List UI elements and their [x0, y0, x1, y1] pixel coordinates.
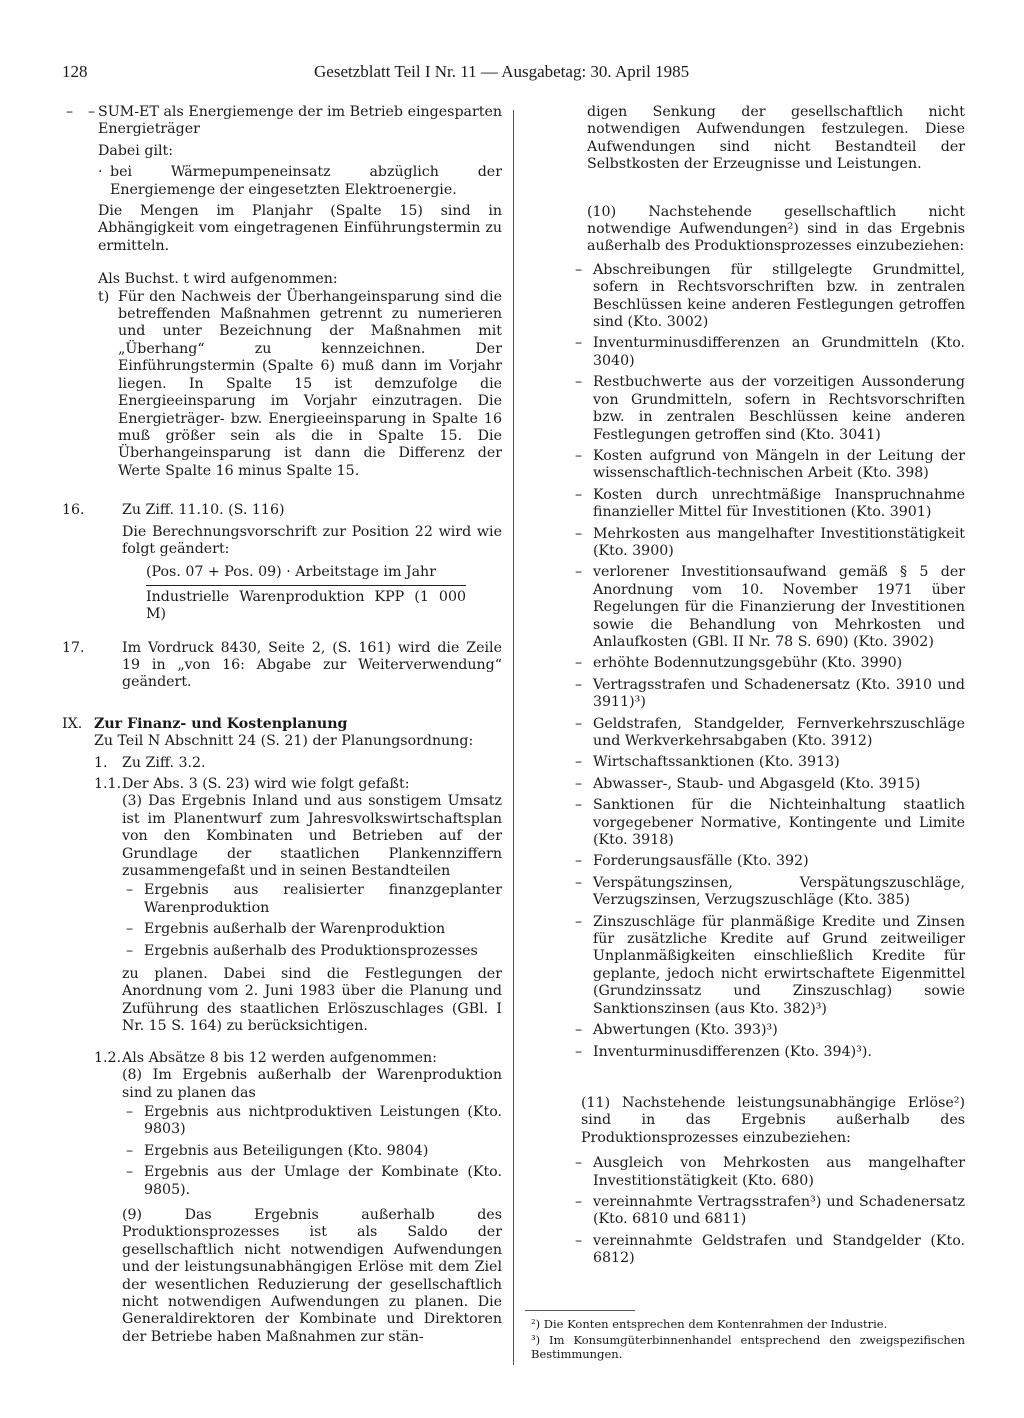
- abs10-item-18-text: Inventurminusdifferenzen (Kto. 394)³).: [593, 1043, 872, 1060]
- abs10-item-6-text: Mehrkosten aus mangelhafter Investitionstätigkeit (Kto. 3900): [593, 525, 965, 559]
- abs8-item-1: [122, 1104, 502, 1139]
- heat-pump-bullet: · bei Wärmepumpeneinsatz abzüglich der Energiemenge der eingesetzten Elektroenergie.: [98, 164, 502, 198]
- sum-et-text: SUM-ET als Energiemenge der im Betrieb eingesparten Energieträger: [98, 104, 502, 138]
- page-number: 128: [62, 62, 88, 81]
- abs10-item-11-text: Wirtschaftssanktionen (Kto. 3913): [593, 754, 840, 771]
- abs10-item-10: [571, 716, 965, 751]
- formula: [146, 564, 466, 623]
- gazette-title: Gesetzblatt Teil I Nr. 11 — Ausgabetag: 30. April 1985: [314, 62, 690, 81]
- mengen-paragraph: Die Mengen im Planjahr (Spalte 15) sind in Abhängigkeit vom eingetragenen Einführungstermin zu ermitteln.: [98, 203, 502, 254]
- abs10-item-16-text: Zinszuschläge für planmäßige Kredite und Zinsen für zusätzliche Kredite auf Grund zeitweiliger Unplanmäßigkeiten einschließlich Kredite für geplante, jedoch nicht erwirtschaftete Eigenmittel (Grundzinssatz und Zinszuschlag) sowie Sanktionszinsen (aus Kto. 382)³): [593, 913, 965, 1017]
- item-1: [62, 755, 502, 772]
- abs10-item-8: [571, 655, 965, 672]
- abs3-text: (3) Das Ergebnis Inland und aus sonstigem Umsatz ist im Planentwurf zum Jahresvolkswirtschaftsplan von den Kombinaten und Betrieben auf der Grundlage der staatlichen Plankennziffern zusammengefaßt und in seinen Bestandteilen: [122, 793, 502, 880]
- abs11-item-2-text: vereinnahmte Vertragsstrafen³) und Schadenersatz (Kto. 6810 und 6811): [593, 1193, 965, 1228]
- abs10-item-1-text: Abschreibungen für stillgelegte Grundmittel, sofern in Rechtsvorschriften bzw. in zentralen Beschlüssen keine anderen Festlegungen getroffen sind (Kto. 3002): [593, 261, 965, 331]
- abs10-item-18: [571, 1044, 965, 1061]
- footnote-2: ²) Die Konten entsprechen dem Kontenrahmen der Industrie.: [531, 1316, 888, 1331]
- item-1-text: Zu Ziff. 3.2.: [122, 754, 206, 771]
- item-17-text: Im Vordruck 8430, Seite 2, (S. 161) wird die Zeile 19 in „von 16: Abgabe zur Weiterverwendung“ geändert.: [122, 639, 502, 691]
- abs3-end: zu planen. Dabei sind die Festlegungen der Anordnung vom 2. Juni 1983 über die Planung und Zuführung des staatlichen Erlöszuschlages (GBl. I Nr. 15 S. 164) zu berücksichtigen.: [122, 966, 502, 1035]
- abs11-item-3-text: vereinnahmte Geldstrafen und Standgelder (Kto. 6812): [593, 1232, 965, 1267]
- dabei-gilt: Dabei gilt:: [98, 142, 173, 159]
- abs10-item-5: [571, 487, 965, 522]
- column-divider: [513, 110, 514, 1365]
- abs11-item-1: [571, 1155, 965, 1190]
- abs11-intro: (11) Nachstehende leistungsunabhängige Erlöse²) sind in das Ergebnis außerhalb des Produktionsprozesses einzubeziehen:: [581, 1094, 965, 1146]
- formula-numerator: (Pos. 07 + Pos. 09) · Arbeitstage im Jahr: [146, 564, 466, 585]
- abs10-item-7-text: verlorener Investitionsaufwand gemäß § 5 der Anordnung vom 10. November 1971 über Regelungen für die Finanzierung der Investitionen sowie die Behandlung von Mehrkosten und Anlaufkosten (GBl. II Nr. 78 S. 690) (Kto. 3902): [593, 564, 965, 650]
- abs10-item-16: [571, 914, 965, 1018]
- continuation-text: digen Senkung der gesellschaftlich nicht notwendigen Aufwendungen festzulegen. Diese Aufwendungen sind nicht Bestandteil der Selbstkosten der Erzeugnisse und Leistungen.: [587, 104, 965, 173]
- item-1-1-number: 1.1.: [94, 776, 122, 792]
- abs10-item-4: [571, 448, 965, 483]
- abs10-item-12-text: Abwasser-, Staub- und Abgasgeld (Kto. 3915): [593, 775, 921, 792]
- section-ix-number: IX.: [62, 715, 83, 732]
- abs11-item-2: [571, 1194, 965, 1229]
- abs10-item-15: [571, 875, 965, 910]
- abs10-item-7: [571, 564, 965, 651]
- abs10-item-10-text: Geldstrafen, Standgelder, Fernverkehrszuschläge und Werkverkehrsabgaben (Kto. 3912): [593, 715, 965, 749]
- footnote-3: ³) Im Konsumgüterbinnenhandel entsprechend den zweigspezifischen Bestimmungen.: [531, 1332, 965, 1361]
- buchst-t-paragraph: [62, 289, 502, 480]
- abs10-item-2: [571, 335, 965, 370]
- abs8-item-3-text: Ergebnis aus der Umlage der Kombinate (Kto. 9805).: [144, 1164, 502, 1198]
- item-16-number: 16.: [62, 502, 85, 519]
- abs8-item-3: [122, 1164, 502, 1199]
- abs10-item-9: [571, 677, 965, 712]
- item-1-2-text: Als Absätze 8 bis 12 werden aufgenommen:: [122, 1049, 437, 1066]
- item-1-number: 1.: [94, 754, 108, 771]
- section-ix-sub: Zu Teil N Abschnitt 24 (S. 21) der Planungsordnung:: [94, 733, 474, 750]
- item-1-2: [62, 1050, 502, 1347]
- abs3-item-1-text: Ergebnis aus realisierter finanzgeplanter Warenproduktion: [144, 882, 502, 916]
- abs3-item-3: [122, 943, 502, 960]
- formula-denominator: Industrielle Warenproduktion KPP (1 000 M): [146, 588, 466, 623]
- abs10-item-14: [571, 853, 965, 870]
- abs10-item-13-text: Sanktionen für die Nichteinhaltung staatlich vorgegebener Normative, Kontingente und Limite (Kto. 3918): [593, 797, 965, 849]
- abs10-item-12: [571, 776, 965, 793]
- abs3-item-3-text: Ergebnis außerhalb des Produktionsprozesses: [144, 942, 478, 959]
- abs10-item-13: [571, 797, 965, 849]
- item-16: [62, 502, 502, 558]
- abs10-item-4-text: Kosten aufgrund von Mängeln in der Leitung der wissenschaftlich-technischen Arbeit (Kto. 398): [593, 447, 965, 482]
- abs10-intro: (10) Nachstehende gesellschaftlich nicht notwendige Aufwendungen²) sind in das Ergebnis außerhalb des Produktionsprozesses einzubeziehen:: [587, 203, 965, 255]
- abs10-item-1: [571, 262, 965, 332]
- abs10-item-9-text: Vertragsstrafen und Schadenersatz (Kto. 3910 und 3911)³): [593, 676, 965, 711]
- abs10-item-5-text: Kosten durch unrechtmäßige Inanspruchnahme finanzieller Mittel für Investitionen (Kto. 3901): [593, 486, 965, 521]
- item-1-1-text: Der Abs. 3 (S. 23) wird wie folgt gefaßt:: [122, 776, 410, 792]
- abs10-item-17: [571, 1022, 965, 1039]
- abs10-item-15-text: Verspätungszinsen, Verspätungszuschläge, Verzugszinsen, Verzugszuschläge (Kto. 385): [593, 874, 965, 909]
- item-17-number: 17.: [62, 639, 85, 656]
- footnotes: [525, 1310, 965, 1361]
- abs9-text: (9) Das Ergebnis außerhalb des Produktionsprozesses ist als Saldo der gesellschaftlich nicht notwendigen Aufwendungen und der leistungsunabhängigen Erlöse mit dem Ziel der wesentlichen Reduzierung der gesellschaftlich nicht notwendigen Aufwendungen zu planen. Die Generaldirektoren der Kombinate und Direktoren der Betriebe haben Maßnahmen zur stän-: [122, 1206, 502, 1345]
- abs11-item-1-text: Ausgleich von Mehrkosten aus mangelhafter Investitionstätigkeit (Kto. 680): [593, 1155, 965, 1189]
- abs3-item-2: [122, 921, 502, 938]
- item-17: [62, 640, 502, 692]
- abs8-item-2-text: Ergebnis aus Beteiligungen (Kto. 9804): [144, 1142, 429, 1159]
- section-ix-heading: Zur Finanz- und Kostenplanung: [94, 715, 348, 732]
- abs3-item-2-text: Ergebnis außerhalb der Warenproduktion: [144, 921, 446, 938]
- abs10-item-14-text: Forderungsausfälle (Kto. 392): [593, 853, 809, 870]
- abs10-item-2-text: Inventurminusdifferenzen an Grundmitteln (Kto. 3040): [593, 335, 965, 369]
- left-column: [62, 104, 502, 1346]
- t-label: t): [98, 288, 110, 305]
- abs10-item-11: [571, 754, 965, 771]
- right-column: [525, 104, 965, 1361]
- item-16-heading: Zu Ziff. 11.10. (S. 116): [122, 502, 285, 519]
- footnote-rule: [525, 1310, 635, 1311]
- abs10-item-8-text: erhöhte Bodennutzungsgebühr (Kto. 3990): [593, 655, 903, 672]
- abs10-item-6: [571, 526, 965, 561]
- sum-et-item: – – SUM-ET als Energiemenge der im Betrieb eingesparten Energieträger: [62, 104, 502, 139]
- abs11-item-3: [571, 1233, 965, 1268]
- abs8-text: (8) Im Ergebnis außerhalb der Warenproduktion sind zu planen das: [122, 1067, 502, 1101]
- abs10-item-3: [571, 374, 965, 444]
- abs10-item-17-text: Abwertungen (Kto. 393)³): [593, 1022, 778, 1039]
- abs10-item-3-text: Restbuchwerte aus der vorzeitigen Aussonderung von Grundmitteln, sofern in Rechtsvorschriften bzw. in zentralen Beschlüssen keine anderen Festlegungen getroffen sind (Kto. 3041): [593, 374, 965, 443]
- item-16-text: Die Berechnungsvorschrift zur Position 22 wird wie folgt geändert:: [122, 523, 502, 557]
- abs11-list: [525, 1155, 965, 1267]
- abs8-item-2: [122, 1143, 502, 1160]
- abs10-list: [525, 262, 965, 1061]
- buchst-t-intro: Als Buchst. t wird aufgenommen:: [98, 271, 338, 288]
- abs3-item-1: [122, 882, 502, 917]
- item-1-1: [62, 776, 502, 1036]
- heat-pump-text: bei Wärmepumpeneinsatz abzüglich der Energiemenge der eingesetzten Elektroenergie.: [110, 164, 502, 198]
- page-header: [62, 62, 962, 90]
- abs8-item-1-text: Ergebnis aus nichtproduktiven Leistungen (Kto. 9803): [144, 1103, 502, 1138]
- section-ix: [62, 716, 502, 751]
- t-text: Für den Nachweis der Überhangeinsparung sind die betreffenden Maßnahmen getrennt zu numerieren und unter Bezeichnung der Maßnahmen mit „Überhang“ zu kennzeichnen. Der Einführungstermin (Spalte 6) muß dann im Vorjahr liegen. In Spalte 15 ist demzufolge die Energieeinsparung im Vorjahr einzutragen. Die Energieträger- bzw. Energieeinsparung in Spalte 16 muß größer sein als die in Spalte 15. Die Überhangeinsparung ist dann die Differenz der Werte Spalte 16 minus Spalte 15.: [118, 288, 502, 479]
- item-1-2-number: 1.2.: [94, 1049, 122, 1066]
